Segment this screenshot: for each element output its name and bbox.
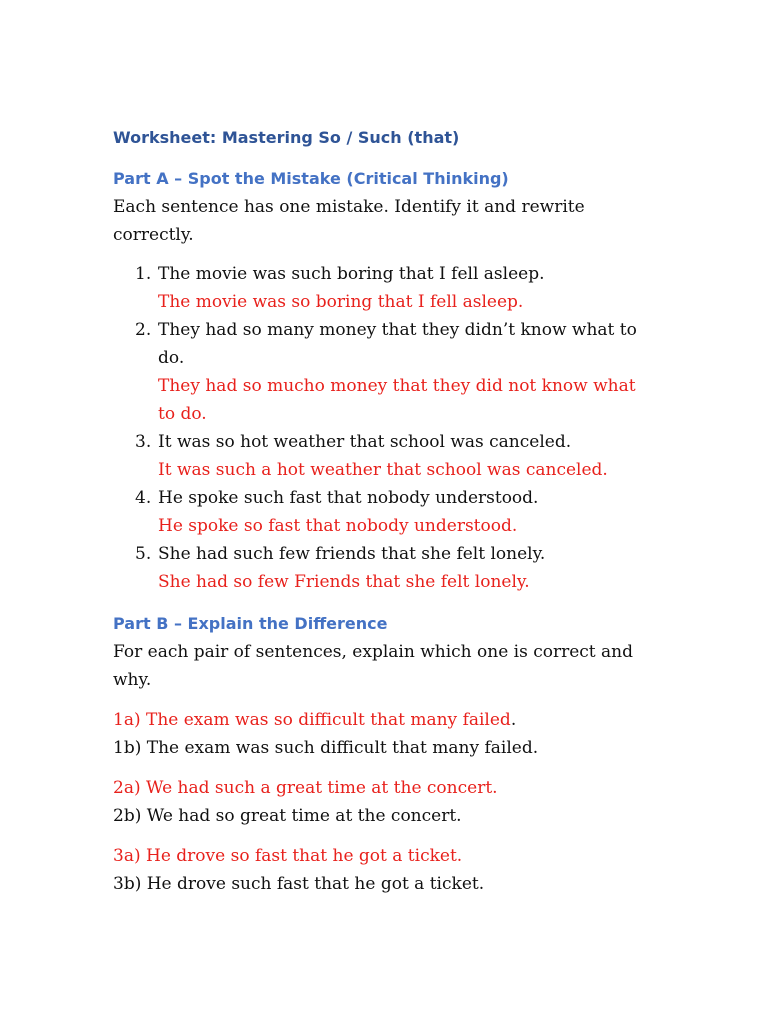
item-number: 5. bbox=[135, 544, 152, 564]
item-answer: The movie was so boring that I fell asleep. bbox=[158, 292, 524, 312]
pair-a-text: 3a) He drove so fast that he got a ticket. bbox=[113, 846, 463, 866]
pair-incorrect-sentence: 3b) He drove such fast that he got a ticket. bbox=[113, 874, 485, 894]
part-b-heading: Part B – Explain the Difference bbox=[113, 614, 388, 633]
part-a-instructions-line-1: Each sentence has one mistake. Identify it and rewrite bbox=[113, 197, 585, 217]
item-answer: She had so few Friends that she felt lonely. bbox=[158, 572, 530, 592]
spacer bbox=[113, 249, 653, 260]
part-a-instructions-line-2: correctly. bbox=[113, 225, 194, 245]
item-sentence: He spoke such fast that nobody understood. bbox=[158, 488, 539, 508]
item-answer: He spoke so fast that nobody understood. bbox=[158, 516, 518, 536]
part-a-list bbox=[113, 260, 653, 596]
item-sentence: It was so hot weather that school was canceled. bbox=[158, 432, 572, 452]
pair-a-text: 2a) We had such a great time at the concert. bbox=[113, 778, 498, 798]
list-item bbox=[113, 260, 653, 316]
part-b-instructions-line-2: why. bbox=[113, 670, 152, 690]
pair-incorrect-sentence: 1b) The exam was such difficult that many failed. bbox=[113, 738, 539, 758]
item-sentence: They had so many money that they didn’t know what to do. bbox=[158, 320, 637, 368]
spacer bbox=[113, 830, 653, 842]
item-number: 4. bbox=[135, 488, 152, 508]
pair-a-suffix: . bbox=[510, 710, 517, 730]
part-b-instructions bbox=[113, 638, 653, 694]
spacer bbox=[113, 152, 653, 165]
list-item bbox=[113, 484, 653, 540]
spacer bbox=[113, 596, 653, 610]
pair-correct-sentence bbox=[113, 774, 653, 802]
pair-a-text: 1a) The exam was so difficult that many failed bbox=[113, 710, 511, 730]
pair-correct-sentence bbox=[113, 842, 653, 870]
spacer bbox=[113, 762, 653, 774]
pair-incorrect-sentence: 2b) We had so great time at the concert. bbox=[113, 806, 462, 826]
item-sentence: The movie was such boring that I fell asleep. bbox=[158, 264, 545, 284]
sentence-pair-3 bbox=[113, 842, 653, 898]
part-b-instructions-line-1: For each pair of sentences, explain which one is correct and bbox=[113, 642, 634, 662]
item-number: 2. bbox=[135, 320, 152, 340]
pair-correct-sentence bbox=[113, 706, 653, 734]
list-item bbox=[113, 428, 653, 484]
item-number: 3. bbox=[135, 432, 152, 452]
worksheet-page bbox=[113, 124, 653, 898]
spacer bbox=[113, 694, 653, 706]
item-answer: It was such a hot weather that school was canceled. bbox=[158, 460, 608, 480]
list-item bbox=[113, 540, 653, 596]
list-item bbox=[113, 316, 653, 428]
item-sentence: She had such few friends that she felt lonely. bbox=[158, 544, 546, 564]
worksheet-title: Worksheet: Mastering So / Such (that) bbox=[113, 128, 460, 147]
item-answer: They had so mucho money that they did not know what to do. bbox=[158, 376, 636, 424]
item-number: 1. bbox=[135, 264, 152, 284]
sentence-pair-2 bbox=[113, 774, 653, 830]
part-a-heading: Part A – Spot the Mistake (Critical Thinking) bbox=[113, 169, 509, 188]
part-a-instructions bbox=[113, 193, 653, 249]
sentence-pair-1 bbox=[113, 706, 653, 762]
